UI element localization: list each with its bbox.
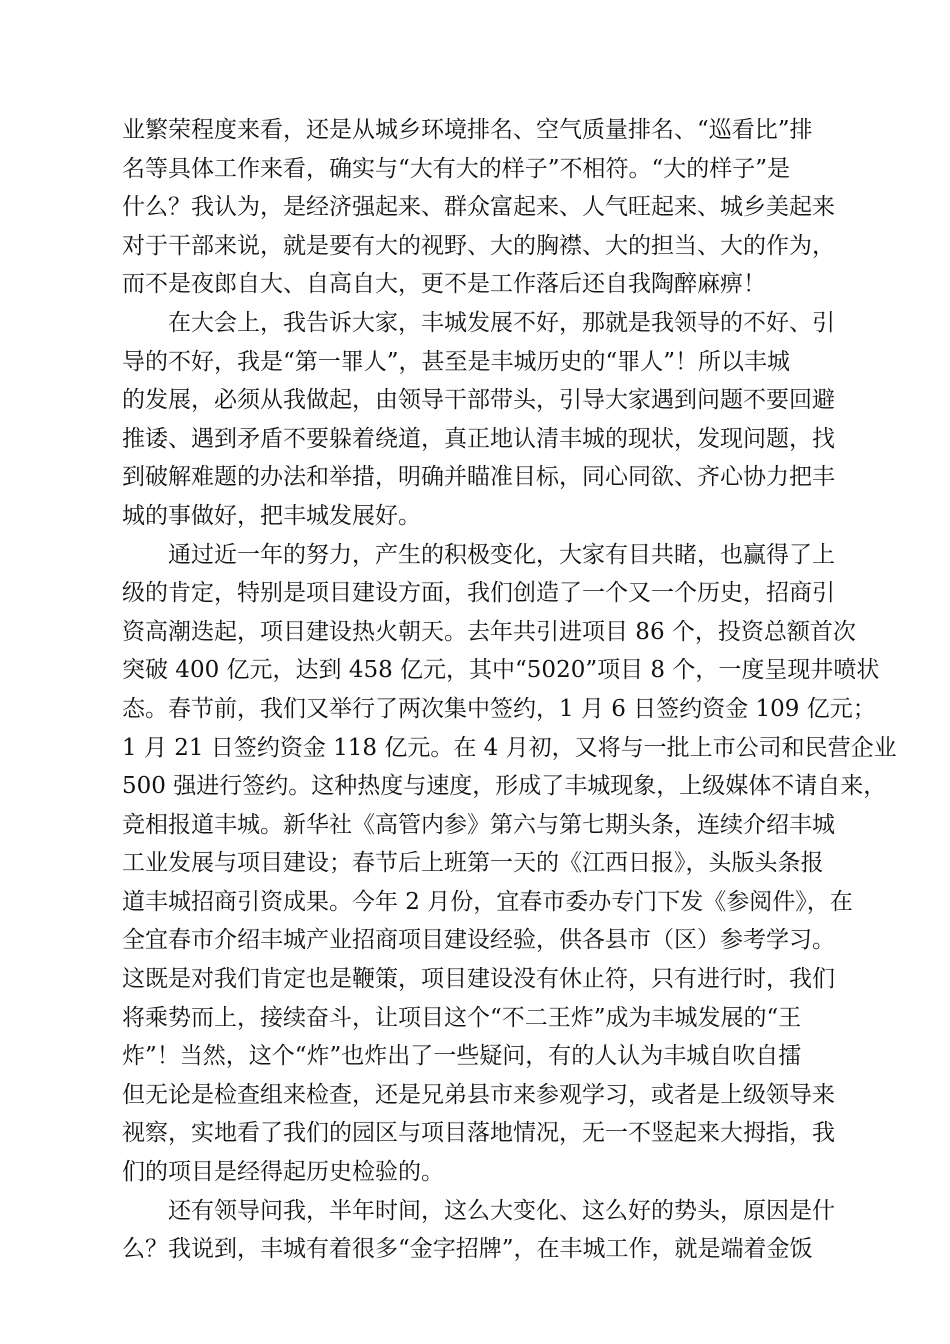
text-line: 道丰城招商引资成果。今年 2 月份，宜春市委办专门下发《参阅件》，在	[122, 888, 853, 915]
text-line: 业繁荣程度来看，还是从城乡环境排名、空气质量排名、“巡看比”排	[122, 117, 813, 143]
paragraph-start-line: 还有领导问我，半年时间，这么大变化、这么好的势头，原因是什	[168, 1197, 835, 1224]
text-line: 导的不好，我是“第一罪人”，甚至是丰城历史的“罪人”！所以丰城	[122, 348, 791, 375]
text-line: 炸”！当然，这个“炸”也炸出了一些疑问，有的人认为丰城自吹自擂	[122, 1043, 802, 1070]
text-line: 态。春节前，我们又举行了两次集中签约，1 月 6 日签约资金 109 亿元；	[122, 695, 876, 722]
text-line: 对于干部来说，就是要有大的视野、大的胸襟、大的担当、大的作为，	[122, 232, 835, 259]
text-line: 到破解难题的办法和举措，明确并瞄准目标，同心同欲、齐心协力把丰	[122, 464, 835, 491]
text-line: 级的肯定，特别是项目建设方面，我们创造了一个又一个历史，招商引	[122, 580, 835, 607]
text-line: 名等具体工作来看，确实与“大有大的样子”不相符。“大的样子”是	[122, 155, 791, 182]
text-line: 工业发展与项目建设；春节后上班第一天的《江西日报》，头版头条报	[122, 850, 824, 877]
text-line: 但无论是检查组来检查，还是兄弟县市来参观学习，或者是上级领导来	[122, 1081, 835, 1108]
paragraph-start-line: 在大会上，我告诉大家，丰城发展不好，那就是我领导的不好、引	[168, 309, 835, 336]
text-line: 将乘势而上，接续奋斗，让项目这个“不二王炸”成为丰城发展的“王	[122, 1004, 802, 1031]
text-line: 什么？我认为，是经济强起来、群众富起来、人气旺起来、城乡美起来	[122, 194, 835, 221]
text-line: 竞相报道丰城。新华社《高管内参》第六与第七期头条，连续介绍丰城	[122, 811, 835, 838]
text-line: 的发展，必须从我做起，由领导干部带头，引导大家遇到问题不要回避	[122, 387, 835, 414]
text-line: 这既是对我们肯定也是鞭策，项目建设没有休止符，只有进行时，我们	[122, 966, 835, 993]
text-line: 全宜春市介绍丰城产业招商项目建设经验，供各县市（区）参考学习。	[122, 927, 835, 954]
text-line: 城的事做好，把丰城发展好。	[122, 502, 421, 529]
text-line: 么？我说到，丰城有着很多“金字招牌”，在丰城工作，就是端着金饭	[122, 1236, 813, 1263]
text-line: 500 强进行签约。这种热度与速度，形成了丰城现象，上级媒体不请自来，	[122, 773, 887, 800]
text-line: 视察，实地看了我们的园区与项目落地情况，无一不竖起来大拇指，我	[122, 1120, 835, 1147]
body-text	[122, 111, 897, 1269]
text-line: 资高潮迭起，项目建设热火朝天。去年共引进项目 86 个，投资总额首次	[122, 618, 856, 645]
text-line: 们的项目是经得起历史检验的。	[122, 1159, 444, 1186]
text-line: 突破 400 亿元，达到 458 亿元，其中“5020”项目 8 个，一度呈现井喷状	[122, 657, 880, 684]
paragraph-start-line: 通过近一年的努力，产生的积极变化，大家有目共睹，也赢得了上	[168, 541, 835, 568]
text-line: 而不是夜郎自大、自高自大，更不是工作落后还自我陶醉麻痹！	[122, 271, 766, 298]
text-line: 推诿、遇到矛盾不要躲着绕道，真正地认清丰城的现状，发现问题，找	[122, 425, 835, 452]
text-line: 1 月 21 日签约资金 118 亿元。在 4 月初，又将与一批上市公司和民营企业	[122, 734, 897, 761]
